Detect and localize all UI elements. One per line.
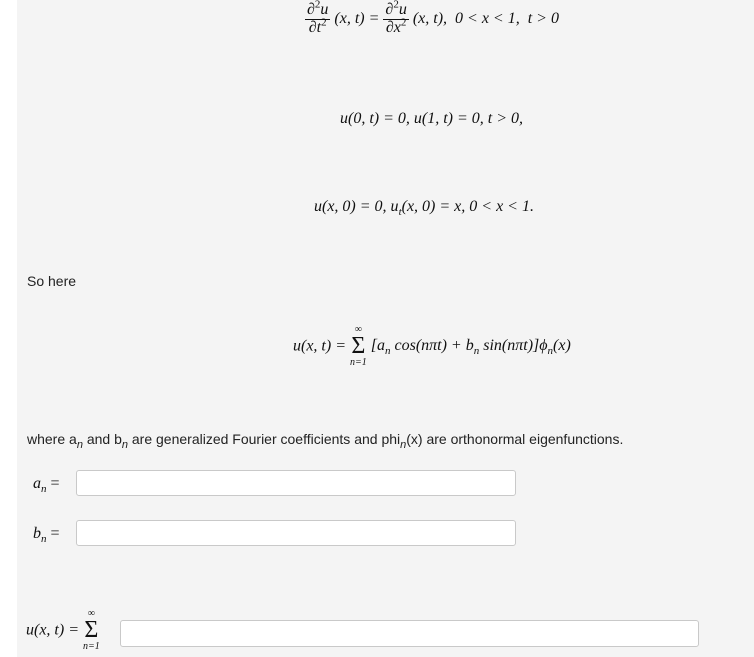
bn-label: $b_n$ = [33, 525, 60, 546]
pde-equation: $\frac{\partial^2u}{\partial t^2}$ (x, t) = $\frac{\partial^2u}{\partial x^2}$ (x, t), 0 < x < 1, t > 0 [307, 0, 559, 36]
d2u-dt2-fraction: $\frac{\partial^2u}{\partial t^2}$ [307, 0, 329, 36]
where-description: where $a_n$ and $b_n$ are generalized Fourier coefficients and phi$_n$(x) are orthonormal eigenfunctions. [27, 431, 624, 451]
initial-conditions: u(x, 0) = 0, $u_t(x$, 0) = x, 0 < x < 1. [314, 198, 534, 219]
series-sigma: ∞ Σ n=1 [350, 324, 367, 368]
u-series-label: u(x, t) = ∞ Σ n=1 [26, 608, 100, 652]
u-series-sigma: ∞ Σ n=1 [83, 608, 100, 652]
bn-input[interactable] [76, 520, 516, 546]
series-expansion: u(x, t) = ∞ Σ n=1 [$a_n$ $\cos(n\pi t) + b_n$ $\sin(n\pi t)]\phi_n(x)$ [293, 324, 571, 368]
so-here-text: So here [27, 273, 77, 289]
d2u-dx2-fraction: $\frac{\partial^2u}{\partial x^2}$ [385, 0, 407, 36]
an-label: $a_n$ = [33, 475, 60, 496]
u-series-input[interactable] [120, 620, 699, 647]
an-input[interactable] [76, 470, 516, 496]
boundary-conditions: u(0, t) = 0, u(1, t) = 0, t > 0, [340, 110, 524, 127]
